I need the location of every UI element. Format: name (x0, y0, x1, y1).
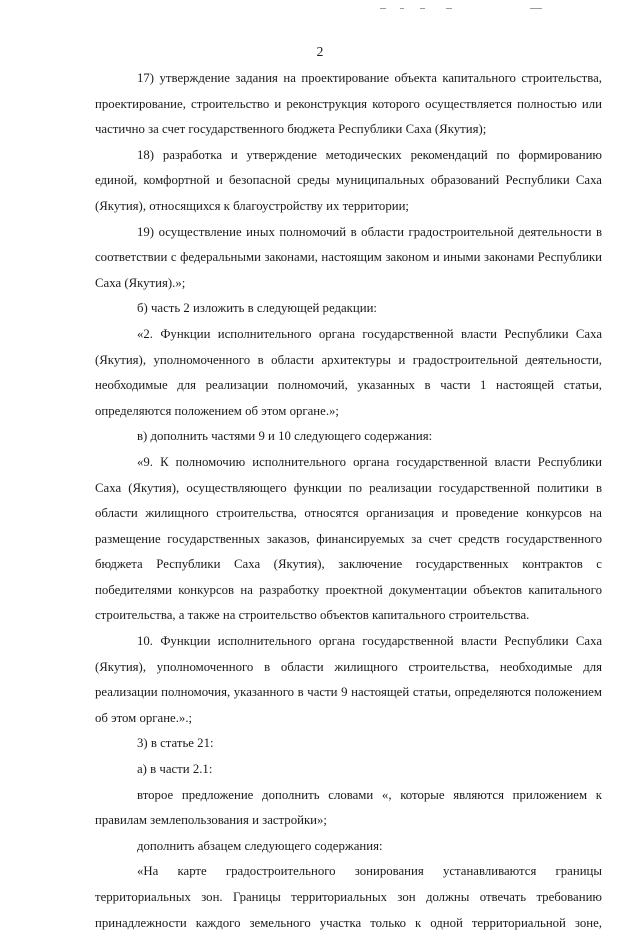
paragraph-zoning-map: «На карте градостроительного зонирования устанавливаются границы территориальных зон. Границы территориальных зон должны отвечать требованию принадлежности каждого земельного участка только к одной территориальной зоне, (95, 864, 602, 930)
paragraph-part-10-text: 10. Функции исполнительного органа государственной власти Республики Саха (Якутия), уполномоченного в области жилищного строительства, необходимые для реализации полномочия, указанного в части 9 настоящей статьи, определяются положением об этом органе.».; (95, 634, 602, 725)
paragraph-second-sentence: второе предложение дополнить словами «, которые являются приложением к правилам землепользования и застройки»; (95, 787, 602, 828)
paragraph-add-clause: дополнить абзацем следующего содержания: (137, 838, 383, 853)
paragraph-part-2-1: а) в части 2.1: (137, 762, 213, 777)
paragraph-part-9-text: «9. К полномочию исполнительного органа государственной власти Республики Саха (Якутия), осуществляющего функции по реализации государственной политики в области жилищного строительства, относятся организация и проведение конкурсов на размещение государственных заказов, финансируемых за счет средств государственного бюджета Республики Саха (Якутия), заключение государственных контрактов с победителями конкурсов на разработку проектной документации объектов капитального строительства, а также на строительство объектов капитального строительства. (95, 454, 602, 623)
scan-artifact-marks (380, 6, 560, 12)
paragraph-amend-b: б) часть 2 изложить в следующей редакции: (137, 301, 377, 316)
document-body (95, 66, 602, 936)
paragraph-article-21: 3) в статье 21: (137, 736, 214, 751)
paragraph-item-17: 17) утверждение задания на проектирование объекта капитального строительства, проектирование, строительство и реконструкция которого осуществляется полностью или частично за счет государственного бюджета Республики Саха (Якутия); (95, 71, 602, 137)
page-number: 2 (316, 44, 324, 59)
paragraph-amend-v: в) дополнить частями 9 и 10 следующего содержания: (137, 429, 433, 444)
paragraph-part-2-text: «2. Функции исполнительного органа государственной власти Республики Саха (Якутия), уполномоченного в области архитектуры и градостроительной деятельности, необходимые для реализации полномочий, указанных в части 1 настоящей статьи, определяются положением об этом органе.»; (95, 326, 602, 418)
paragraph-item-19: 19) осуществление иных полномочий в области градостроительной деятельности в соответствии с федеральными законами, настоящим законом и иными законами Республики Саха (Якутия).»; (95, 224, 602, 290)
paragraph-item-18: 18) разработка и утверждение методических рекомендаций по формированию единой, комфортной и безопасной среды муниципальных образований Республики Саха (Якутия), относящихся к благоустройству их территории; (95, 147, 602, 213)
